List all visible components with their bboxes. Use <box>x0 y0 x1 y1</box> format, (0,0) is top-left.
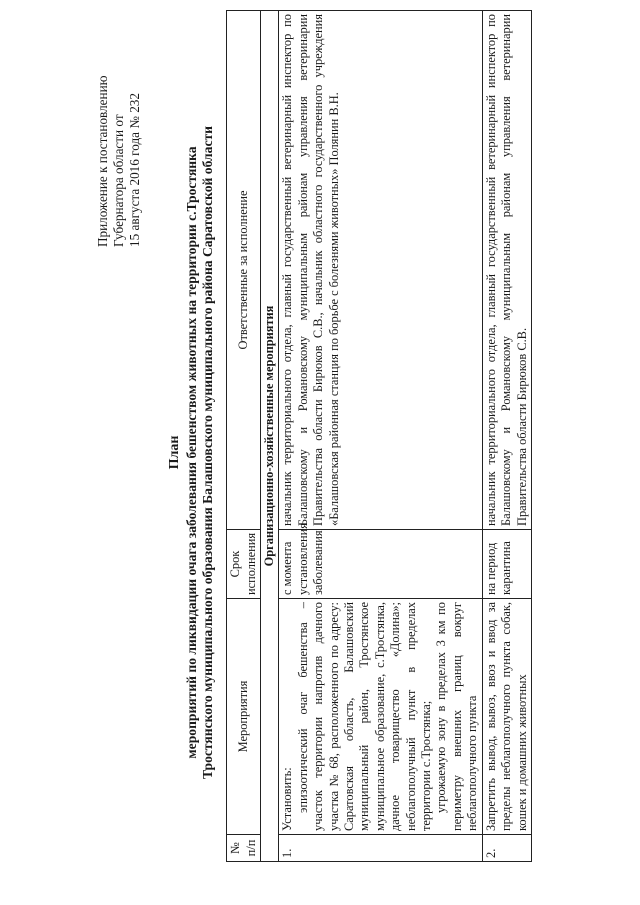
header-term: Срок исполнения <box>227 530 261 599</box>
header-responsible: Ответственные за исполнение <box>227 11 261 530</box>
appendix-line: Губернатора области от <box>111 114 126 247</box>
appendix-note <box>95 76 143 248</box>
title-line-1: мероприятий по ликвидации очага заболевания бешенством животных на территории с.Тростянка <box>184 146 199 759</box>
section-title: Организационно-хозяйственные мероприятия <box>261 11 279 862</box>
measure-paragraph: эпизоотический очаг бешенства – участок территории напротив дачного участка № 68, расположенного по адресу: Саратовская область, Балашовский муниципальный район, Тростянское муниципальное образование, с.Тростянка, дачное товарищество «Долина»; неблагополучный пункт в пределах территории с.Тростянка; <box>295 602 434 831</box>
row-term: на период карантина <box>482 530 531 599</box>
row-responsible: начальник территориального отдела, главный государственный ветеринарный инспектор по Балашовскому и Романовскому муниципальным районам управления ветеринарии Правительства области Бирюков С.В., начальник областного государственного учреждения «Балашовская районная станция по борьбе с болезнями животных» Полянин В.Н. <box>279 11 482 530</box>
section-row <box>261 11 279 862</box>
table-row <box>482 11 531 862</box>
title-plan: План <box>167 435 182 470</box>
row-number: 1. <box>279 835 482 862</box>
row-measure: Запретить вывод, вывоз, ввоз и ввод за пределы неблагополучного пункта собак, кошек и домашних животных <box>482 599 531 835</box>
row-term: с момента установления заболевания <box>279 530 482 599</box>
appendix-line: 15 августа 2016 года № 232 <box>127 93 142 247</box>
appendix-line: Приложение к постановлению <box>95 75 110 247</box>
row-measure <box>279 599 482 835</box>
document-title <box>167 0 216 905</box>
row-number: 2. <box>482 835 531 862</box>
table-row <box>279 11 482 862</box>
row-responsible: начальник территориального отдела, главный государственный ветеринарный инспектор по Балашовскому и Романовскому муниципальным районам управления ветеринарии Правительства области Бирюков С.В. <box>482 11 531 530</box>
table-header-row <box>227 11 261 862</box>
measure-paragraph: угрожаемую зону в пределах 3 км по периметру внешних границ вокруг неблагополучного пункта <box>434 602 480 831</box>
header-measures: Мероприятия <box>227 599 261 835</box>
measure-intro: Установить: <box>280 767 295 831</box>
measures-table <box>226 10 532 862</box>
title-line-2: Тростянского муниципального образования Балашовского муниципального района Саратовской области <box>200 125 215 780</box>
header-num: № п/п <box>227 835 261 862</box>
